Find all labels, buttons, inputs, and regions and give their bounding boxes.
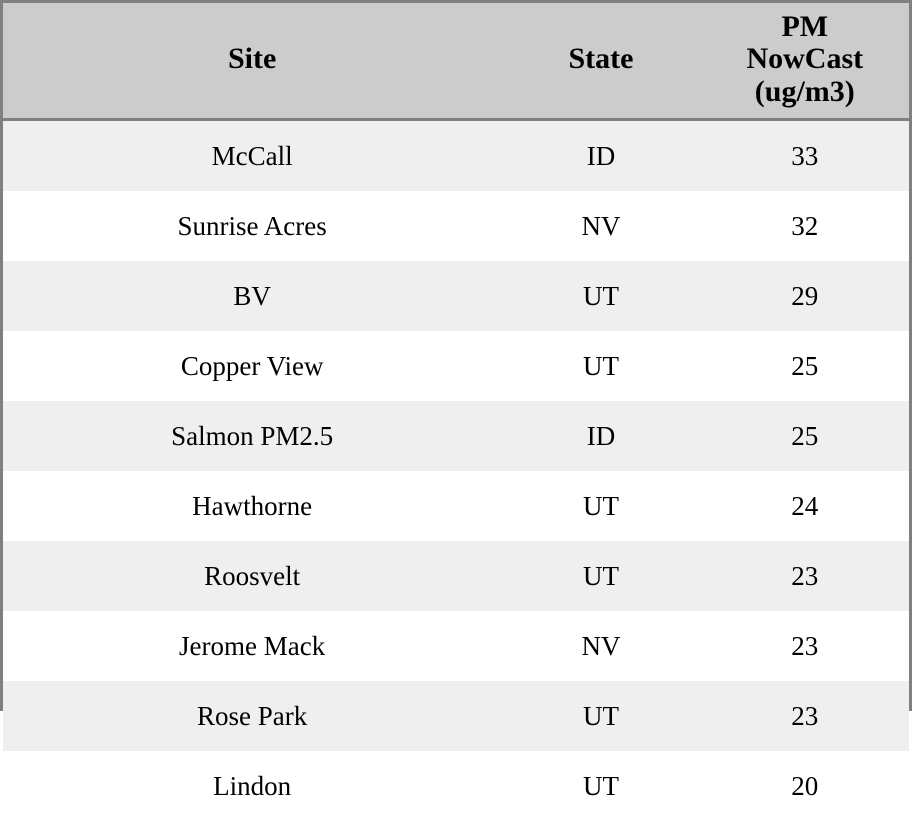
cell-value: 25: [701, 331, 909, 401]
cell-site: Jerome Mack: [3, 611, 501, 681]
cell-value: 24: [701, 471, 909, 541]
column-header-pm-nowcast-line-1: PM: [781, 10, 829, 43]
table-row: [3, 681, 909, 751]
cell-value: 33: [701, 120, 909, 192]
pm-nowcast-table: [3, 3, 909, 821]
cell-state: UT: [501, 331, 700, 401]
column-header-site: [3, 3, 501, 120]
cell-value: 23: [701, 611, 909, 681]
column-header-state-line-1: State: [568, 42, 634, 76]
cell-site: Lindon: [3, 751, 501, 821]
table-row: [3, 541, 909, 611]
cell-site: Roosvelt: [3, 541, 501, 611]
cell-state: ID: [501, 401, 700, 471]
cell-site: BV: [3, 261, 501, 331]
cell-state: UT: [501, 681, 700, 751]
cell-site: Hawthorne: [3, 471, 501, 541]
cell-site: McCall: [3, 120, 501, 192]
cell-site: Sunrise Acres: [3, 191, 501, 261]
cell-site: Salmon PM2.5: [3, 401, 501, 471]
cell-value: 32: [701, 191, 909, 261]
column-header-state: [501, 3, 700, 120]
table-row: [3, 611, 909, 681]
table-row: [3, 261, 909, 331]
cell-value: 20: [701, 751, 909, 821]
cell-state: UT: [501, 751, 700, 821]
column-header-pm-nowcast-line-2: NowCast: [746, 42, 864, 76]
table-header-row: [3, 3, 909, 120]
cell-state: UT: [501, 261, 700, 331]
table-row: [3, 751, 909, 821]
cell-state: UT: [501, 471, 700, 541]
table-row: [3, 191, 909, 261]
table-row: [3, 120, 909, 192]
cell-value: 23: [701, 541, 909, 611]
table-header: [3, 3, 909, 120]
cell-value: 29: [701, 261, 909, 331]
column-header-pm-nowcast: [701, 3, 909, 120]
table-row: [3, 401, 909, 471]
cell-value: 23: [701, 681, 909, 751]
table-body: [3, 120, 909, 821]
cell-state: ID: [501, 120, 700, 192]
cell-state: NV: [501, 191, 700, 261]
cell-site: Rose Park: [3, 681, 501, 751]
table-row: [3, 471, 909, 541]
cell-site: Copper View: [3, 331, 501, 401]
cell-value: 25: [701, 401, 909, 471]
column-header-pm-nowcast-line-3: (ug/m3): [754, 74, 855, 108]
column-header-site-line-1: Site: [227, 42, 277, 76]
cell-state: NV: [501, 611, 700, 681]
table-row: [3, 331, 909, 401]
cell-state: UT: [501, 541, 700, 611]
